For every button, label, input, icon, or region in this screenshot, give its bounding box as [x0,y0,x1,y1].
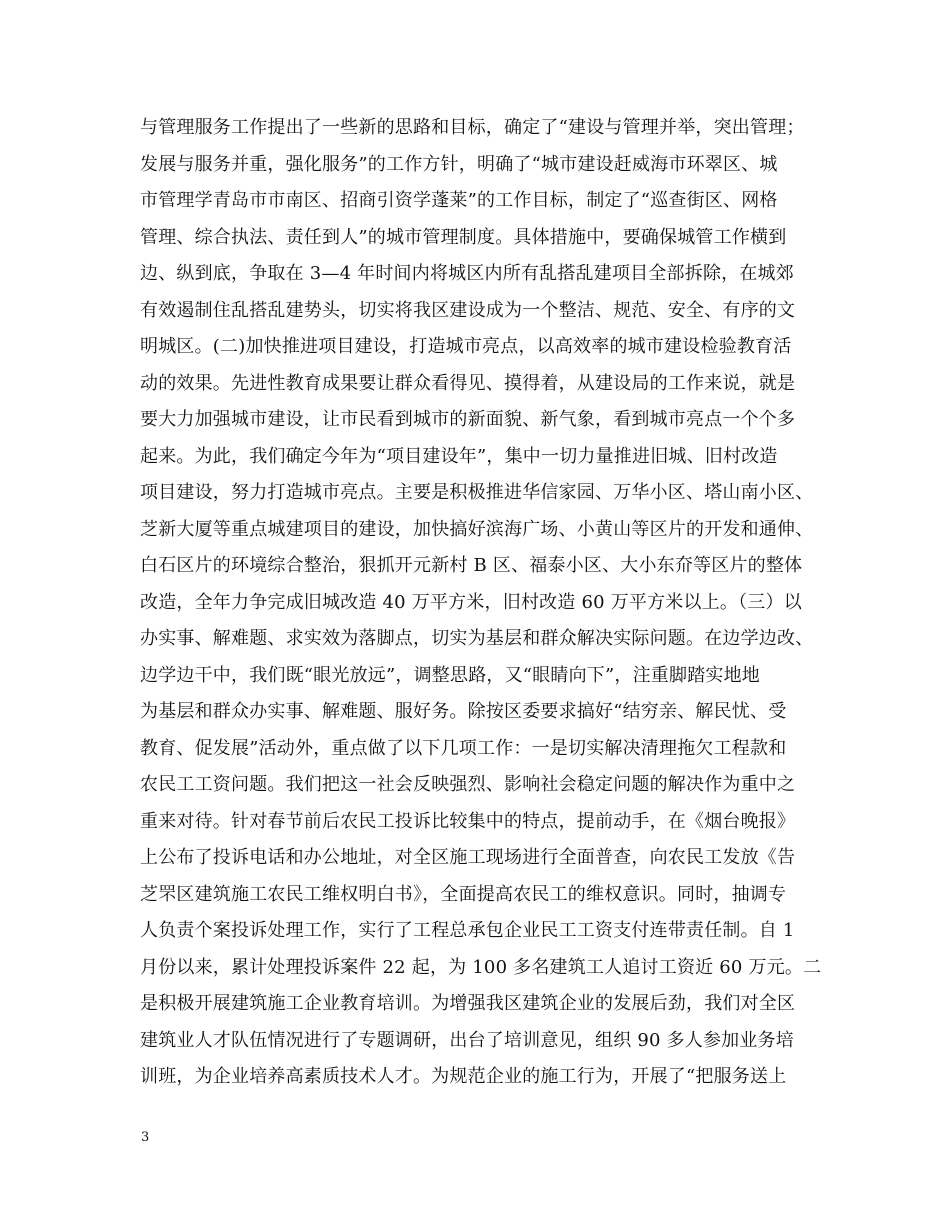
text-line: 芝新大厦等重点城建项目的建设，加快搞好滨海广场、小黄山等区片的开发和通伸、 [140,518,814,540]
text-line: 要大力加强城市建设，让市民看到城市的新面貌、新气象，看到城市亮点一个个多 [140,409,796,430]
text-line: 起来。为此，我们确定今年为“项目建设年”，集中一切力量推进旧城、旧村改造 [140,445,778,467]
text-line: 边、纵到底，争取在 3—4 年时间内将城区内所有乱搭乱建项目全部拆除，在城郊 [140,263,794,284]
text-line: 办实事、解难题、求实效为落脚点，切实为基层和群众解决实际问题。在边学边改、 [140,628,814,649]
text-line: 白石区片的环境综合整治，狠抓开元新村 B 区、福泰小区、大小东夼等区片的整体 [140,555,803,576]
text-line: 月份以来，累计处理投诉案件 22 起，为 100 多名建筑工人追讨工资近 60 万元。二 [140,956,822,978]
text-line: 管理、综合执法、责任到人”的城市管理制度。具体措施中，要确保城管工作横到 [140,226,787,248]
text-line: 训班，为企业培养高素质技术人才。为规范企业的施工行为，开展了“把服务送上 [140,1066,787,1087]
text-line: 发展与服务并重，强化服务”的工作方针，明确了“城市建设赶威海市环翠区、城 [140,153,778,175]
text-line: 明城区。(二)加快推进项目建设，打造城市亮点，以高效率的城市建设检验教育活 [140,336,792,357]
text-line: 是积极开展建筑施工企业教育培训。为增强我区建筑企业的发展后劲，我们对全区 [140,993,796,1014]
text-line: 项目建设，努力打造城市亮点。主要是积极推进华信家园、万华小区、塔山南小区、 [140,482,814,503]
text-line: 重来对待。针对春节前后农民工投诉比较集中的特点，提前动手，在《烟台晚报》 [140,810,796,832]
text-line: 芝罘区建筑施工农民工维权明白书》，全面提高农民工的维权意识。同时，抽调专 [140,883,787,905]
text-line: 建筑业人才队伍情况进行了专题调研，出台了培训意见，组织 90 多人参加业务培 [140,1029,794,1051]
text-line: 边学边干中，我们既“眼光放远”，调整思路，又“眼睛向下”，注重脚踏实地地 [140,664,761,686]
text-line: 为基层和群众办实事、解难题、服好务。除按区委要求搞好“结穷亲、解民忧、受 [140,701,787,722]
text-line: 人负责个案投诉处理工作，实行了工程总承包企业民工工资支付连带责任制。自 1 [140,920,795,941]
body-text [140,110,820,1096]
page-number: 3 [141,1130,150,1145]
text-line: 教育、促发展”活动外，重点做了以下几项工作：一是切实解决清理拖欠工程款和 [140,737,787,759]
text-line: 市管理学青岛市市南区、招商引资学蓬莱”的工作目标，制定了“巡查街区、网格 [140,190,778,211]
text-line: 动的效果。先进性教育成果要让群众看得见、摸得着，从建设局的工作来说，就是 [140,372,796,394]
text-line: 改造，全年力争完成旧城改造 40 万平方米，旧村改造 60 万平方米以上。（三）以 [140,591,802,613]
text-line: 上公布了投诉电话和办公地址，对全区施工现场进行全面普查，向农民工发放《告 [140,847,796,868]
text-line: 农民工工资问题。我们把这一社会反映强烈、影响社会稳定问题的解决作为重中之 [140,774,796,795]
text-line: 有效遏制住乱搭乱建势头，切实将我区建设成为一个整洁、规范、安全、有序的文 [140,299,796,321]
text-line: 与管理服务工作提出了一些新的思路和目标，确定了“建设与管理并举，突出管理； [140,117,805,138]
